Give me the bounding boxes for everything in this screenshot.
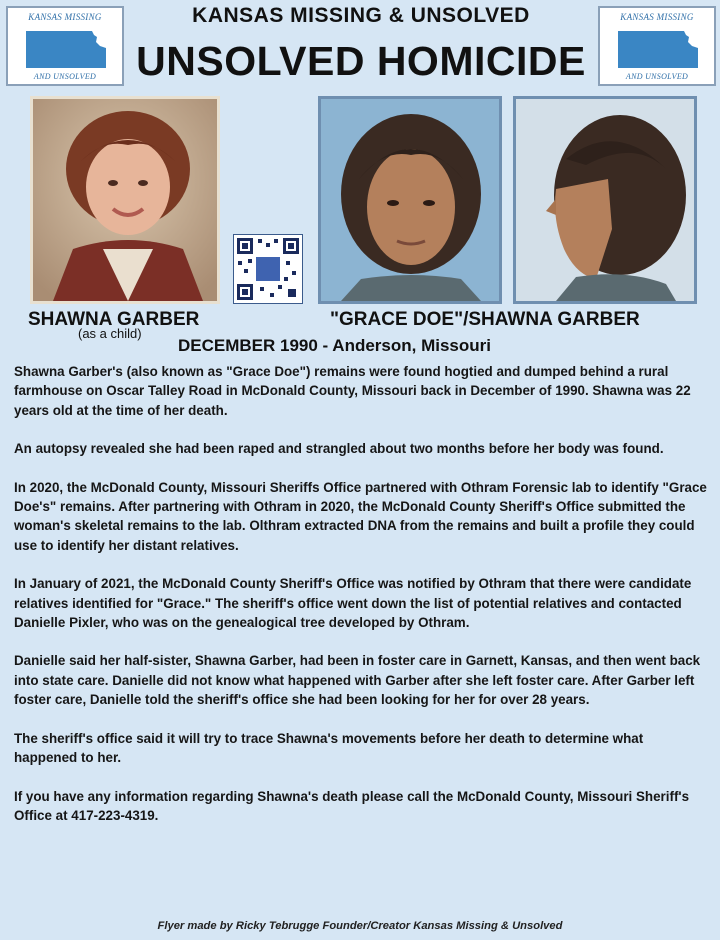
reconstruction-profile-photo xyxy=(513,96,697,304)
reconstruction-front-photo xyxy=(318,96,502,304)
child-photo-subcaption: (as a child) xyxy=(78,326,142,341)
case-description xyxy=(14,362,710,844)
kansas-map-icon xyxy=(24,28,108,70)
paragraph: In 2020, the McDonald County, Missouri Sheriffs Office partnered with Othram Forensic lab to identify "Grace Doe's" remains. After partnering with Othram in 2020, the McDonald County Sheriff's Office submitted the woman's skeletal remains to the lab. Olthram extracted DNA from the remains and built a profile they could use to identify her distant relatives. xyxy=(14,479,707,553)
child-photo xyxy=(30,96,220,304)
date-location: DECEMBER 1990 - Anderson, Missouri xyxy=(178,336,491,355)
kansas-map-icon xyxy=(616,28,700,70)
logo-bottom-text: AND UNSOLVED xyxy=(33,72,97,81)
qr-code[interactable] xyxy=(233,234,303,304)
reconstruction-caption: "GRACE DOE"/SHAWNA GARBER xyxy=(330,309,640,330)
logo-bottom-text: AND UNSOLVED xyxy=(625,72,689,81)
logo-top-text: KANSAS MISSING xyxy=(620,12,694,22)
kansas-missing-logo-right xyxy=(598,6,716,86)
organization-title: KANSAS MISSING & UNSOLVED xyxy=(192,4,530,27)
paragraph: Danielle said her half-sister, Shawna Garber, had been in foster care in Garnett, Kansas, and then went back into state care. Danielle did not know what happened with Garber after she left foster care. After Garber left foster care, Danielle told the sheriff's office she had been looking for her for over 28 years. xyxy=(14,653,701,708)
paragraph: An autopsy revealed she had been raped and strangled about two months before her body was found. xyxy=(14,441,664,457)
paragraph: In January of 2021, the McDonald County Sheriff's Office was notified by Othram that there were candidate relatives identified for "Grace." The sheriff's office went down the list of potential relatives and contacted Danielle Pixler, who was on the genealogical tree developed by Othram. xyxy=(14,576,692,631)
flyer-credit: Flyer made by Ricky Tebrugge Founder/Creator Kansas Missing & Unsolved xyxy=(157,920,563,932)
paragraph: Shawna Garber's (also known as "Grace Doe") remains were found hogtied and dumped behind a rural farmhouse on Oscar Talley Road in McDonald County, Missouri back in December of 1990. Shawna was 22 years old at the time of her death. xyxy=(14,364,691,418)
paragraph: The sheriff's office said it will try to trace Shawna's movements before her death to determine what happened to her. xyxy=(14,730,644,766)
child-photo-caption: SHAWNA GARBER xyxy=(28,309,200,330)
logo-top-text: KANSAS MISSING xyxy=(28,12,102,22)
kansas-missing-logo-left xyxy=(6,6,124,86)
case-type-title: UNSOLVED HOMICIDE xyxy=(136,38,586,84)
paragraph: If you have any information regarding Shawna's death please call the McDonald County, Missouri Sheriff's Office at 417-223-4319. xyxy=(14,788,690,823)
